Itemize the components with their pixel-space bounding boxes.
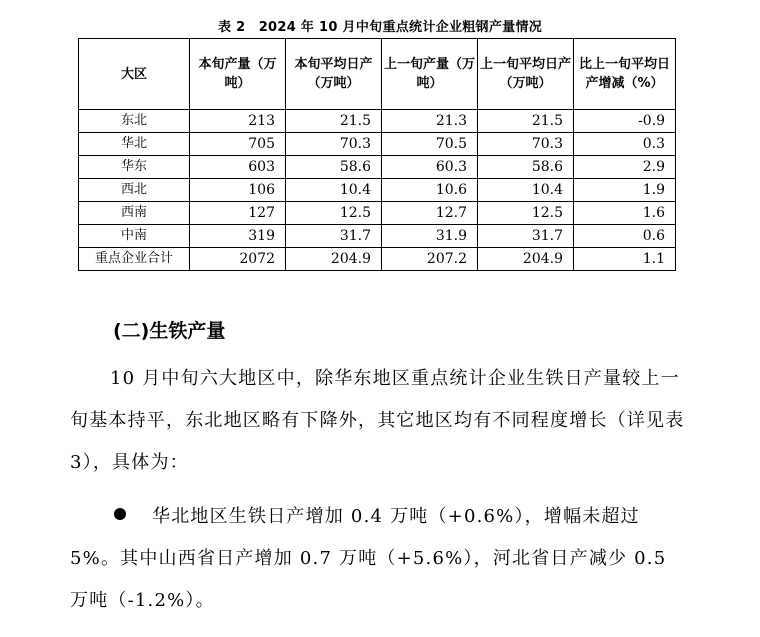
value-cell: 106 bbox=[190, 179, 286, 202]
value-cell: 70.3 bbox=[286, 133, 382, 156]
table-row bbox=[79, 110, 676, 133]
header-previous-output: 上一旬产量（万吨） bbox=[382, 39, 478, 110]
section-title: (二)生铁产量 bbox=[113, 320, 226, 342]
value-cell: 2072 bbox=[190, 248, 286, 271]
value-cell: 10.4 bbox=[478, 179, 574, 202]
value-cell: 10.4 bbox=[286, 179, 382, 202]
value-cell: 60.3 bbox=[382, 156, 478, 179]
table-row bbox=[79, 225, 676, 248]
value-cell: 204.9 bbox=[478, 248, 574, 271]
value-cell: 21.3 bbox=[382, 110, 478, 133]
value-cell: 70.5 bbox=[382, 133, 478, 156]
value-cell: 21.5 bbox=[286, 110, 382, 133]
body-paragraph: 10 月中旬六大地区中，除华东地区重点统计企业生铁日产量较上一旬基本持平，东北地区略有下降外，其它地区均有不同程度增长（详见表 3），具体为： bbox=[70, 368, 685, 473]
header-current-output: 本旬产量（万吨） bbox=[190, 39, 286, 110]
value-cell: -0.9 bbox=[574, 110, 676, 133]
bullet-dot-icon bbox=[114, 508, 126, 520]
region-cell: 西北 bbox=[79, 179, 190, 202]
value-cell: 319 bbox=[190, 225, 286, 248]
value-cell: 603 bbox=[190, 156, 286, 179]
table-total-row bbox=[79, 248, 676, 271]
value-cell: 58.6 bbox=[478, 156, 574, 179]
value-cell: 0.6 bbox=[574, 225, 676, 248]
region-cell: 华北 bbox=[79, 133, 190, 156]
table-header-row bbox=[79, 39, 676, 110]
value-cell: 1.9 bbox=[574, 179, 676, 202]
region-cell: 重点企业合计 bbox=[79, 248, 190, 271]
value-cell: 10.6 bbox=[382, 179, 478, 202]
crude-steel-table bbox=[78, 38, 676, 271]
header-daily-change: 比上一旬平均日产增减（%） bbox=[574, 39, 676, 110]
value-cell: 58.6 bbox=[286, 156, 382, 179]
region-cell: 东北 bbox=[79, 110, 190, 133]
table-row bbox=[79, 133, 676, 156]
value-cell: 0.3 bbox=[574, 133, 676, 156]
value-cell: 31.9 bbox=[382, 225, 478, 248]
table-row bbox=[79, 156, 676, 179]
table-row bbox=[79, 179, 676, 202]
region-cell: 华东 bbox=[79, 156, 190, 179]
value-cell: 705 bbox=[190, 133, 286, 156]
value-cell: 21.5 bbox=[478, 110, 574, 133]
value-cell: 207.2 bbox=[382, 248, 478, 271]
value-cell: 31.7 bbox=[478, 225, 574, 248]
value-cell: 204.9 bbox=[286, 248, 382, 271]
region-cell: 西南 bbox=[79, 202, 190, 225]
bullet-item bbox=[70, 496, 690, 622]
value-cell: 12.7 bbox=[382, 202, 478, 225]
value-cell: 1.1 bbox=[574, 248, 676, 271]
value-cell: 31.7 bbox=[286, 225, 382, 248]
value-cell: 12.5 bbox=[478, 202, 574, 225]
header-region: 大区 bbox=[79, 39, 190, 110]
value-cell: 213 bbox=[190, 110, 286, 133]
header-previous-daily: 上一旬平均日产（万吨） bbox=[478, 39, 574, 110]
region-cell: 中南 bbox=[79, 225, 190, 248]
value-cell: 12.5 bbox=[286, 202, 382, 225]
value-cell: 2.9 bbox=[574, 156, 676, 179]
table-caption: 表 2 2024 年 10 月中旬重点统计企业粗钢产量情况 bbox=[217, 20, 543, 35]
value-cell: 1.6 bbox=[574, 202, 676, 225]
table-row bbox=[79, 202, 676, 225]
header-current-daily: 本旬平均日产（万吨） bbox=[286, 39, 382, 110]
value-cell: 70.3 bbox=[478, 133, 574, 156]
value-cell: 127 bbox=[190, 202, 286, 225]
bullet-text: 华北地区生铁日产增加 0.4 万吨（+0.6%），增幅未超过 5%。其中山西省日产增加 0.7 万吨（+5.6%），河北省日产减少 0.5 万吨（-1.2%）。 bbox=[70, 506, 667, 611]
